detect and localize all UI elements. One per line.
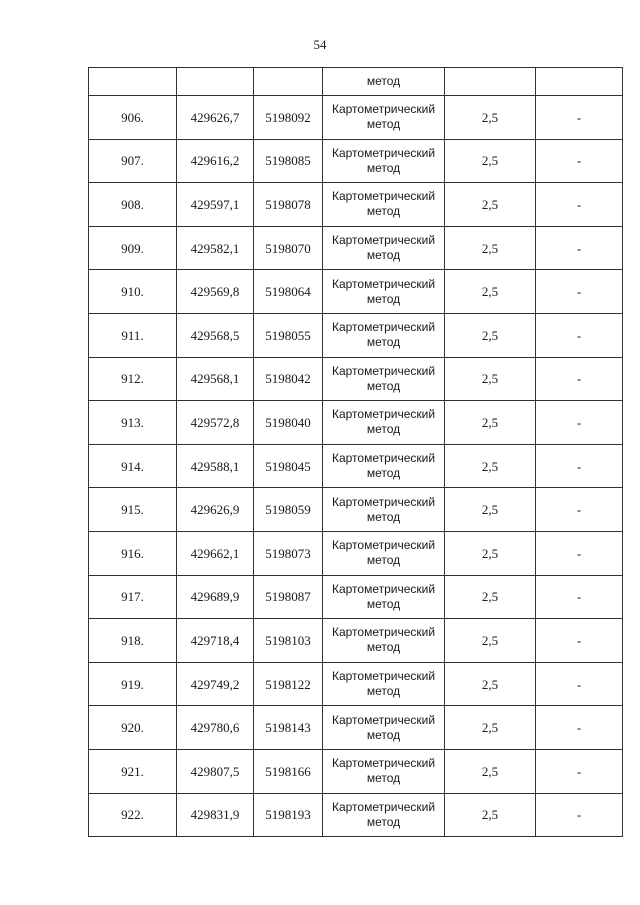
cell-note: - [536,444,623,488]
cell-y: 5198143 [254,706,323,750]
table-row [89,226,623,270]
cell-accuracy: 2,5 [445,226,536,270]
cell-num: 907. [89,139,177,183]
cell-num: 919. [89,662,177,706]
table-body [89,68,623,837]
cell-x: 429568,1 [177,357,254,401]
table-row [89,531,623,575]
table-row [89,444,623,488]
cell-y [254,68,323,96]
method-line: Картометрический [331,189,436,204]
cell-method [323,270,445,314]
cell-method [323,183,445,227]
cell-x: 429597,1 [177,183,254,227]
method-line: метод [366,74,401,88]
cell-note: - [536,270,623,314]
cell-accuracy: 2,5 [445,444,536,488]
method-line: метод [366,422,401,437]
method-line: Картометрический [331,494,436,509]
cell-num: 915. [89,488,177,532]
table-row [89,706,623,750]
cell-note: - [536,575,623,619]
method-line: метод [366,248,401,263]
cell-x: 429582,1 [177,226,254,270]
cell-accuracy: 2,5 [445,96,536,140]
table-row [89,313,623,357]
cell-note [536,68,623,96]
cell-num: 906. [89,96,177,140]
cell-num: 909. [89,226,177,270]
cell-accuracy: 2,5 [445,270,536,314]
cell-accuracy: 2,5 [445,313,536,357]
cell-accuracy: 2,5 [445,531,536,575]
cell-method [323,139,445,183]
method-line: Картометрический [331,756,436,771]
cell-y: 5198040 [254,401,323,445]
cell-note: - [536,226,623,270]
cell-num: 916. [89,531,177,575]
cell-y: 5198193 [254,793,323,837]
cell-accuracy: 2,5 [445,575,536,619]
continued-row [89,68,623,96]
cell-y: 5198166 [254,749,323,793]
cell-num: 911. [89,313,177,357]
method-line: Картометрический [331,407,436,422]
cell-num [89,68,177,96]
method-line: Картометрический [331,581,436,596]
cell-x: 429831,9 [177,793,254,837]
method-line: Картометрический [331,145,436,160]
cell-y: 5198085 [254,139,323,183]
table-row [89,96,623,140]
method-line: Картометрический [331,669,436,684]
cell-num: 922. [89,793,177,837]
cell-x: 429807,5 [177,749,254,793]
table-row [89,139,623,183]
cell-note: - [536,706,623,750]
cell-x: 429626,7 [177,96,254,140]
cell-note: - [536,183,623,227]
method-line: метод [366,291,401,306]
table-row [89,793,623,837]
table-row [89,357,623,401]
method-line: метод [366,466,401,481]
cell-num: 917. [89,575,177,619]
cell-num: 913. [89,401,177,445]
cell-accuracy: 2,5 [445,357,536,401]
method-line: метод [366,553,401,568]
cell-method [323,619,445,663]
table-row [89,488,623,532]
cell-y: 5198064 [254,270,323,314]
cell-accuracy: 2,5 [445,749,536,793]
cell-y: 5198070 [254,226,323,270]
cell-method [323,749,445,793]
method-line: Картометрический [331,712,436,727]
cell-num: 921. [89,749,177,793]
cell-method [323,575,445,619]
method-line: метод [366,771,401,786]
cell-y: 5198087 [254,575,323,619]
cell-y: 5198092 [254,96,323,140]
cell-method [323,706,445,750]
cell-accuracy: 2,5 [445,183,536,227]
cell-num: 910. [89,270,177,314]
cell-y: 5198073 [254,531,323,575]
method-line: метод [366,596,401,611]
cell-x: 429572,8 [177,401,254,445]
cell-method [323,401,445,445]
cell-note: - [536,313,623,357]
table-row [89,749,623,793]
cell-note: - [536,749,623,793]
method-line: Картометрический [331,276,436,291]
method-line: метод [366,684,401,699]
cell-x [177,68,254,96]
table-row [89,401,623,445]
cell-x: 429662,1 [177,531,254,575]
cell-x: 429749,2 [177,662,254,706]
coordinates-table [88,67,623,837]
table-row [89,270,623,314]
cell-y: 5198045 [254,444,323,488]
cell-accuracy: 2,5 [445,139,536,183]
method-line: метод [366,204,401,219]
cell-x: 429588,1 [177,444,254,488]
cell-method [323,68,445,96]
method-line: Картометрический [331,538,436,553]
cell-accuracy [445,68,536,96]
cell-note: - [536,139,623,183]
cell-method [323,96,445,140]
cell-note: - [536,531,623,575]
table-row [89,662,623,706]
method-line: метод [366,117,401,132]
cell-x: 429689,9 [177,575,254,619]
method-line: метод [366,335,401,350]
method-line: метод [366,160,401,175]
cell-y: 5198078 [254,183,323,227]
cell-x: 429616,2 [177,139,254,183]
method-line: Картометрический [331,320,436,335]
cell-accuracy: 2,5 [445,793,536,837]
cell-accuracy: 2,5 [445,662,536,706]
cell-y: 5198103 [254,619,323,663]
cell-method [323,531,445,575]
method-line: Картометрический [331,363,436,378]
cell-method [323,488,445,532]
cell-method [323,444,445,488]
method-line: метод [366,727,401,742]
table-row [89,183,623,227]
table-row [89,575,623,619]
cell-method [323,793,445,837]
cell-note: - [536,619,623,663]
cell-note: - [536,488,623,532]
cell-method [323,662,445,706]
cell-method [323,313,445,357]
method-line: Картометрический [331,102,436,117]
cell-y: 5198122 [254,662,323,706]
cell-num: 918. [89,619,177,663]
cell-method [323,226,445,270]
cell-x: 429626,9 [177,488,254,532]
cell-y: 5198042 [254,357,323,401]
cell-note: - [536,793,623,837]
cell-accuracy: 2,5 [445,619,536,663]
cell-y: 5198059 [254,488,323,532]
cell-num: 920. [89,706,177,750]
page-number: 54 [313,37,327,52]
method-line: метод [366,640,401,655]
table-row [89,619,623,663]
cell-num: 912. [89,357,177,401]
cell-x: 429718,4 [177,619,254,663]
cell-num: 908. [89,183,177,227]
method-line: метод [366,509,401,524]
cell-note: - [536,357,623,401]
method-line: метод [366,814,401,829]
method-line: Картометрический [331,233,436,248]
cell-note: - [536,662,623,706]
method-line: метод [366,378,401,393]
cell-accuracy: 2,5 [445,488,536,532]
method-line: Картометрический [331,799,436,814]
cell-note: - [536,401,623,445]
cell-note: - [536,96,623,140]
cell-num: 914. [89,444,177,488]
cell-x: 429568,5 [177,313,254,357]
cell-method [323,357,445,401]
cell-x: 429780,6 [177,706,254,750]
cell-y: 5198055 [254,313,323,357]
cell-accuracy: 2,5 [445,401,536,445]
method-line: Картометрический [331,451,436,466]
method-line: Картометрический [331,625,436,640]
cell-x: 429569,8 [177,270,254,314]
cell-accuracy: 2,5 [445,706,536,750]
